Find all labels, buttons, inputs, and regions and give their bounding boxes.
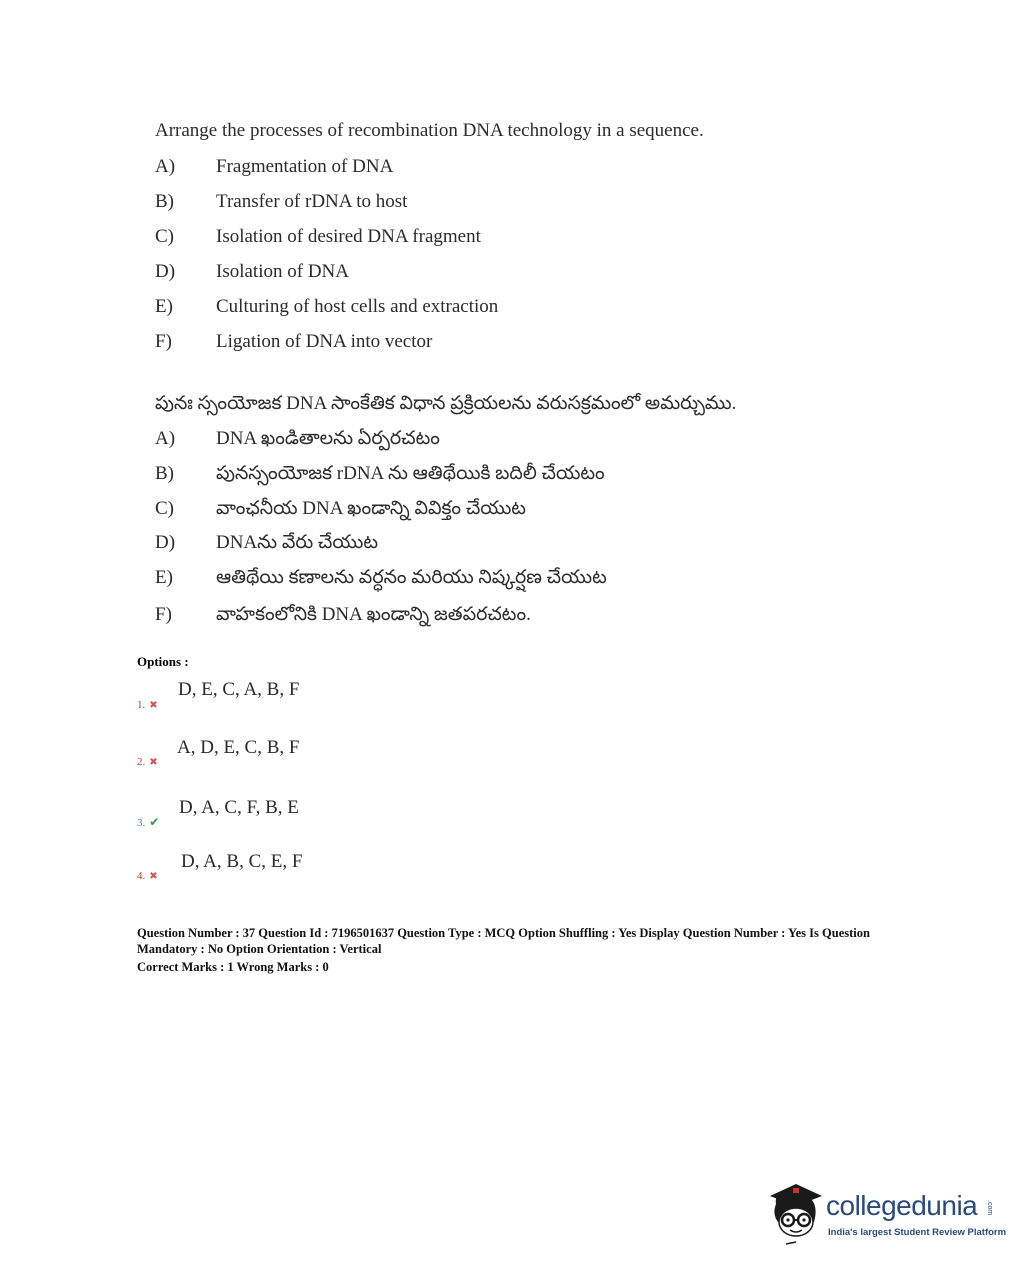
- options-label: Options :: [137, 654, 189, 669]
- telugu-item-b: [155, 463, 795, 489]
- item-text: ఆతిథేయి కణాలను వర్ధనం మరియు నిష్కర్షణ చేయుట: [216, 567, 607, 588]
- option-2-text[interactable]: A, D, E, C, B, F: [177, 737, 300, 758]
- item-text: DNA ఖండితాలను ఏర్పరచటం: [216, 428, 440, 449]
- option-number: 1.: [137, 699, 146, 711]
- item-text: Transfer of rDNA to host: [216, 191, 408, 212]
- item-letter: B): [155, 191, 174, 212]
- item-text: Culturing of host cells and extraction: [216, 296, 499, 317]
- marks-line: Correct Marks : 1 Wrong Marks : 0: [137, 960, 329, 974]
- item-text: పునస్సంయోజక rDNA ను ఆతిథేయికి బదిలీ చేయటం: [216, 463, 605, 484]
- option-4-number: [137, 870, 158, 882]
- item-letter: A): [155, 156, 176, 177]
- item-text: Isolation of DNA: [216, 261, 349, 282]
- item-letter: F): [155, 331, 172, 352]
- item-text: Fragmentation of DNA: [216, 156, 394, 177]
- cross-icon: ✖: [149, 757, 158, 768]
- item-text: Ligation of DNA into vector: [216, 331, 433, 352]
- option-1-number: [137, 699, 158, 711]
- option-number: 4.: [137, 870, 146, 882]
- cross-icon: ✖: [149, 700, 158, 711]
- question-item-c: [155, 226, 795, 252]
- item-letter: E): [155, 567, 173, 588]
- item-letter: A): [155, 428, 176, 449]
- question-item-d: [155, 261, 795, 287]
- question-item-f: [155, 331, 795, 357]
- telugu-item-d: [155, 532, 795, 558]
- mascot-icon: [766, 1178, 824, 1248]
- item-letter: C): [155, 498, 174, 519]
- option-number: 3.: [137, 817, 146, 829]
- option-3-number: [137, 815, 159, 830]
- telugu-item-f: [155, 604, 795, 630]
- question-item-b: [155, 191, 795, 217]
- collegedunia-logo: [766, 1178, 1007, 1248]
- logo-wordmark: collegedunia: [826, 1190, 978, 1221]
- item-text: వాహకంలోనికి DNA ఖండాన్ని జతపరచటం.: [216, 604, 531, 625]
- logo-tagline: India's largest Student Review Platform: [828, 1227, 1007, 1238]
- item-text: Isolation of desired DNA fragment: [216, 226, 481, 247]
- question-item-a: [155, 156, 795, 182]
- logo-domain-suffix: .com: [986, 1200, 993, 1216]
- metadata-line: Question Number : 37 Question Id : 7196501637 Question Type : MCQ Option Shuffling : Yes Display Question Number : Yes Is Question Mandatory : No Option Orientation : Vertical: [137, 926, 870, 956]
- option-1-text[interactable]: D, E, C, A, B, F: [178, 679, 300, 700]
- telugu-item-e: [155, 567, 795, 593]
- item-text: వాంఛనీయ DNA ఖండాన్ని వివిక్తం చేయుట: [216, 498, 526, 519]
- item-letter: E): [155, 296, 173, 317]
- item-letter: D): [155, 261, 176, 282]
- option-2-number: [137, 756, 158, 768]
- item-letter: F): [155, 604, 172, 625]
- telugu-question-title: పునః స్సంయోజక DNA సాంకేతిక విధాన ప్రక్రియలను వరుసక్రమంలో అమర్చుము.: [155, 393, 737, 414]
- item-text: DNAను వేరు చేయుట: [216, 532, 379, 553]
- check-icon: ✔: [149, 815, 160, 829]
- item-letter: B): [155, 463, 174, 484]
- question-item-e: [155, 296, 795, 322]
- telugu-item-c: [155, 498, 795, 524]
- item-letter: C): [155, 226, 174, 247]
- cross-icon: ✖: [149, 871, 158, 882]
- option-3-text[interactable]: D, A, C, F, B, E: [179, 797, 299, 818]
- option-4-text[interactable]: D, A, B, C, E, F: [181, 851, 303, 872]
- telugu-item-a: [155, 428, 795, 454]
- question-title: Arrange the processes of recombination DNA technology in a sequence.: [155, 120, 704, 141]
- option-number: 2.: [137, 756, 146, 768]
- item-letter: D): [155, 532, 176, 553]
- question-metadata: [137, 925, 927, 975]
